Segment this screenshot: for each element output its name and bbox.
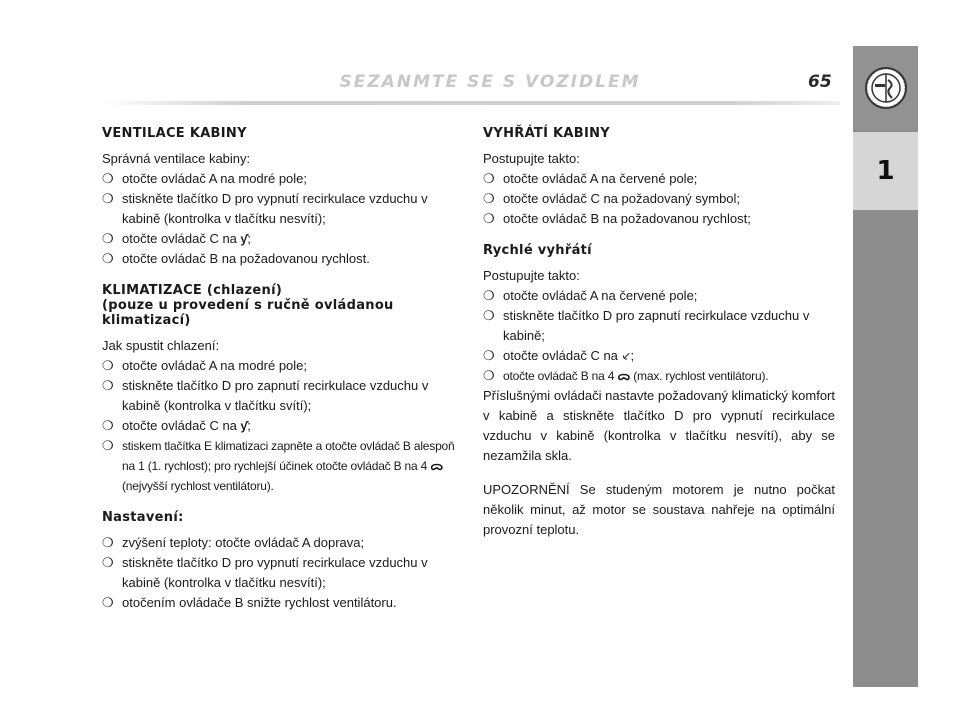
list-item: ❍ otočte ovládač B na 4 ᯅ (max. rychlost ventilátoru). xyxy=(483,366,835,386)
vent-feet-icon: ƴ xyxy=(240,232,248,246)
alfa-romeo-logo-icon xyxy=(864,66,908,110)
left-column xyxy=(102,126,462,613)
bullet-icon: ❍ xyxy=(102,231,114,246)
page-number: 65 xyxy=(808,72,832,92)
fan-max-icon: ᯅ xyxy=(617,369,631,383)
chapter-tab xyxy=(853,132,918,210)
logo-box xyxy=(853,46,918,130)
list-item: ❍ otočte ovládač B na požadovanou rychlost. xyxy=(102,249,462,269)
bullet-icon: ❍ xyxy=(102,171,114,186)
bullet-icon: ❍ xyxy=(102,438,114,453)
list-item: ❍ otočte ovládač A na modré pole; xyxy=(102,356,462,376)
vent-windscreen-icon: ⸔ xyxy=(621,349,631,363)
bullet-icon: ❍ xyxy=(483,288,495,303)
bullet-icon: ❍ xyxy=(102,555,114,570)
list-item: ❍ otočte ovládač C na ⸔; xyxy=(483,346,835,366)
section-heading-vyhrati: VYHŘÁTÍ KABINY xyxy=(483,126,611,141)
sidebar-lower xyxy=(853,212,918,687)
bullet-icon: ❍ xyxy=(102,378,114,393)
bullet-icon: ❍ xyxy=(483,211,495,226)
bullet-icon: ❍ xyxy=(483,308,495,323)
chapter-number: 1 xyxy=(876,156,895,186)
vent-feet-icon: ƴ xyxy=(240,419,248,433)
list-item: ❍ stiskem tlačítka E klimatizaci zapněte a otočte ovládač B alespoň na 1 (1. rychlost); pro rychlejší účinek otočte ovládač B na 4 ᯅ (nejvyšší rychlost ventilátoru). xyxy=(102,438,455,493)
intro-text: Postupujte takto: xyxy=(483,151,580,166)
intro-text: Jak spustit chlazení: xyxy=(102,338,220,353)
warning-paragraph: UPOZORNĚNÍ Se studeným motorem je nutno počkat několik minut, až motor se soustava nahřeje na optimální provozní teplotu. xyxy=(483,482,835,537)
list-item: ❍ stiskněte tlačítko D pro vypnutí recirkulace vzduchu v kabině (kontrolka v tlačítku nesvítí); xyxy=(102,555,428,590)
bullet-icon: ❍ xyxy=(102,191,114,206)
list-item: ❍ zvýšení teploty: otočte ovládač A doprava; xyxy=(102,533,462,553)
right-column xyxy=(483,126,835,540)
section-heading-klimatizace: KLIMATIZACE (chlazení) xyxy=(102,283,283,298)
bullet-icon: ❍ xyxy=(483,348,495,363)
list-item: ❍ otočte ovládač C na požadovaný symbol; xyxy=(483,189,835,209)
list-item: ❍ otočte ovládač A na červené pole; xyxy=(483,286,835,306)
section-heading-rychle: Rychlé vyhřátí xyxy=(483,243,592,258)
bullet-icon: ❍ xyxy=(483,191,495,206)
bullet-icon: ❍ xyxy=(102,535,114,550)
bullet-icon: ❍ xyxy=(102,358,114,373)
bullet-icon: ❍ xyxy=(483,171,495,186)
bullet-icon: ❍ xyxy=(483,368,495,383)
bullet-icon: ❍ xyxy=(102,251,114,266)
list-item: ❍ otočením ovládače B snižte rychlost ventilátoru. xyxy=(102,593,462,613)
list-item: ❍ otočte ovládač C na ƴ; xyxy=(102,416,462,436)
list-item: ❍ otočte ovládač A na modré pole; xyxy=(102,169,462,189)
bullet-icon: ❍ xyxy=(102,595,114,610)
list-item: ❍ stiskněte tlačítko D pro vypnutí recirkulace vzduchu v kabině (kontrolka v tlačítku nesvítí); xyxy=(102,191,428,226)
intro-text: Postupujte takto: xyxy=(483,268,580,283)
list-item: ❍ otočte ovládač B na požadovanou rychlost; xyxy=(483,209,835,229)
chapter-sidebar xyxy=(853,46,918,687)
list-item: ❍ otočte ovládač C na ƴ; xyxy=(102,229,462,249)
fan-max-icon: ᯅ xyxy=(430,459,443,473)
list-item: ❍ otočte ovládač A na červené pole; xyxy=(483,169,835,189)
bullet-icon: ❍ xyxy=(102,418,114,433)
list-item: ❍ stiskněte tlačítko D pro zapnutí recirkulace vzduchu v kabině (kontrolka v tlačítku svítí); xyxy=(102,378,429,413)
list-item: ❍ stiskněte tlačítko D pro zapnutí recirkulace vzduchu v kabině; xyxy=(483,308,810,343)
comfort-paragraph: Příslušnými ovládači nastavte požadovaný klimatický komfort v kabině a stiskněte tlačítko D pro vypnutí recirkulace vzduchu v kabině (kontrolka v tlačítku nesvítí), aby se nezamžila skla. xyxy=(483,388,835,463)
section-subheading-klimatizace: (pouze u provedení s ručně ovládanou klimatizací) xyxy=(102,298,394,328)
section-heading-nastaveni: Nastavení: xyxy=(102,510,184,525)
section-heading-ventilace: VENTILACE KABINY xyxy=(102,126,247,141)
intro-text: Správná ventilace kabiny: xyxy=(102,151,251,166)
header-rule xyxy=(100,101,840,105)
running-header-title: SEZANMTE SE S VOZIDLEM xyxy=(339,72,641,92)
